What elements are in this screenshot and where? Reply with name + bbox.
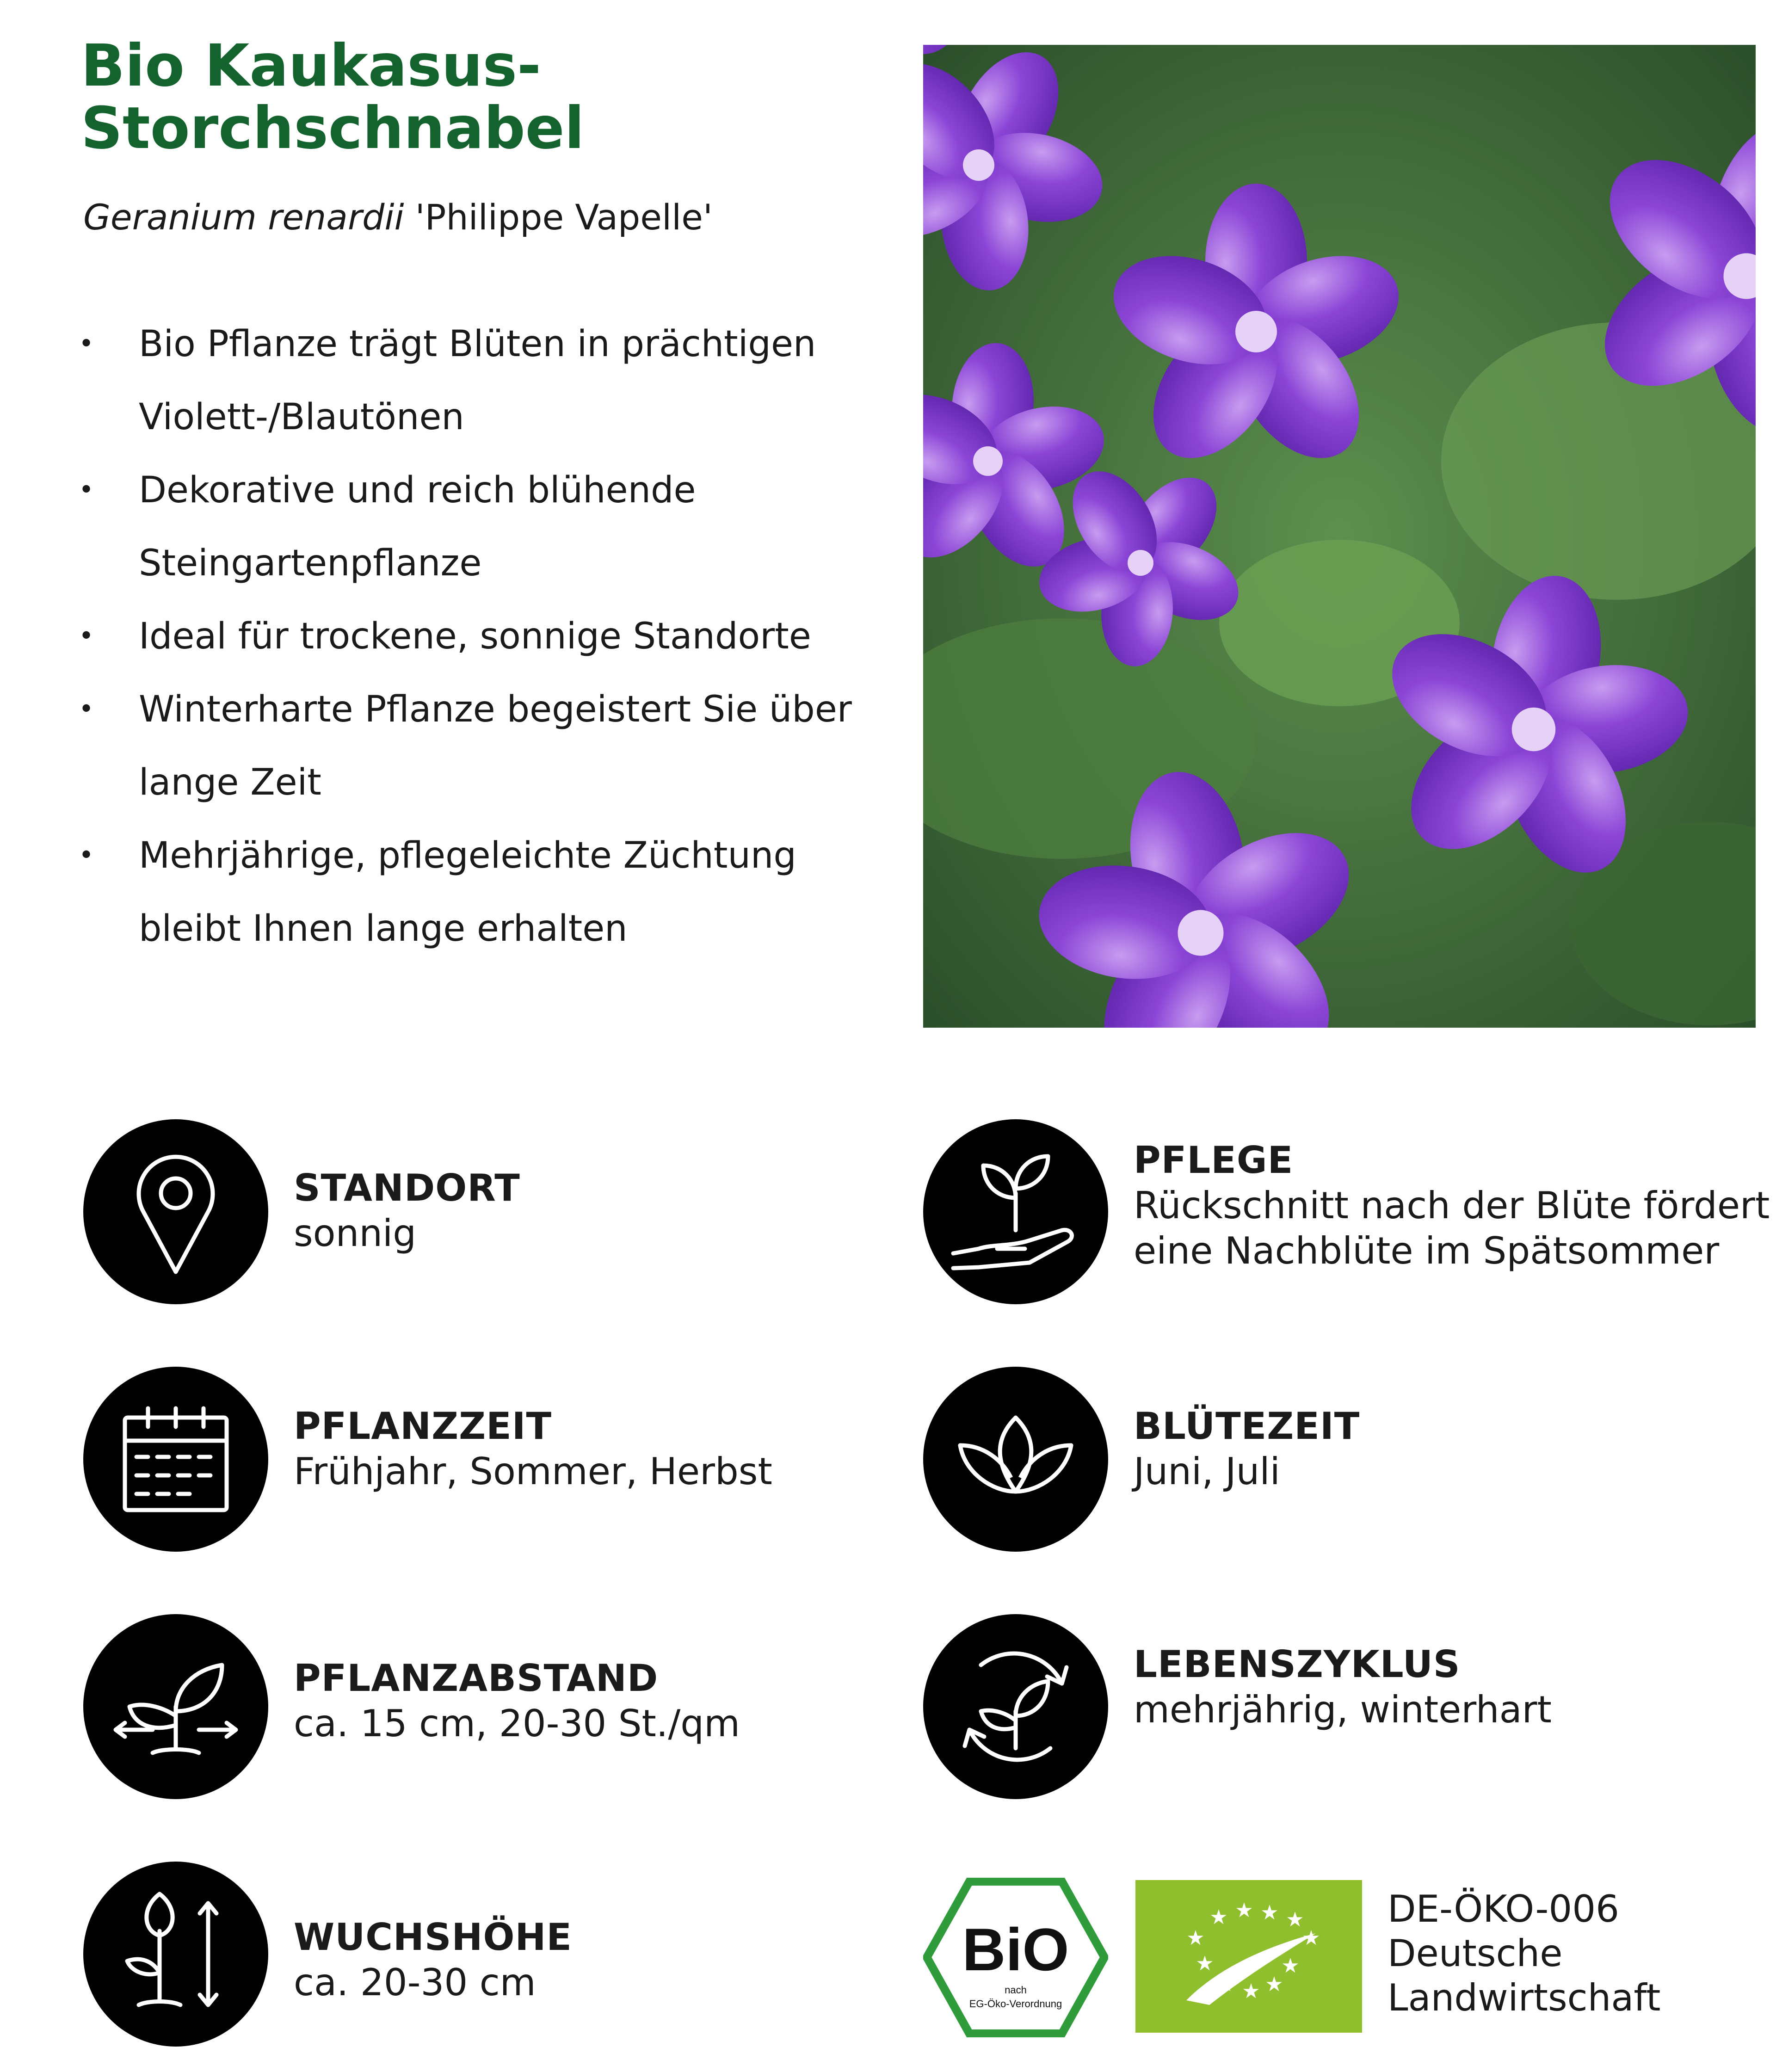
attribute-standort xyxy=(83,1119,916,1304)
attribute-pflege xyxy=(923,1119,1770,1304)
product-title xyxy=(81,32,867,162)
attribute-wuchshoehe xyxy=(83,1862,916,2047)
attribute-label: STANDORT xyxy=(294,1166,520,1209)
product-title-line1: Bio Kaukasus- xyxy=(81,32,541,99)
attribute-value: Juni, Juli xyxy=(1134,1450,1280,1493)
bio-seal-text: BiO xyxy=(962,1916,1069,1983)
attribute-label: WUCHSHÖHE xyxy=(294,1916,573,1959)
plant-cycle-icon xyxy=(923,1614,1108,1799)
product-photo xyxy=(923,45,1756,1028)
latin-name xyxy=(83,194,713,240)
svg-text:★: ★ xyxy=(1209,1906,1228,1929)
svg-text:★: ★ xyxy=(1281,1954,1300,1978)
attribute-label: PFLANZABSTAND xyxy=(294,1657,659,1700)
certification-code: DE-ÖKO-006 xyxy=(1388,1887,1620,1930)
svg-text:★: ★ xyxy=(1242,1980,1260,2003)
svg-text:★: ★ xyxy=(1186,1926,1205,1950)
svg-text:★: ★ xyxy=(1286,1908,1304,1931)
latin-cultivar: 'Philippe Vapelle' xyxy=(404,197,713,238)
attribute-bluetezeit xyxy=(923,1367,1756,1552)
attribute-pflanzabstand xyxy=(83,1614,916,1799)
attribute-pflanzzeit xyxy=(83,1367,916,1552)
feature-item: • Ideal für trockene, sonnige Standorte xyxy=(79,600,902,673)
svg-text:★: ★ xyxy=(1265,1973,1283,1996)
plant-spacing-icon xyxy=(83,1614,268,1799)
product-title-line2: Storchschnabel xyxy=(81,95,585,162)
feature-item: • Bio Pflanze trägt Blüten in prächtigen Violett-/Blautönen xyxy=(79,308,902,454)
svg-text:★: ★ xyxy=(1235,1899,1253,1922)
svg-text:★: ★ xyxy=(1196,1952,1214,1975)
bio-seal-logo xyxy=(923,1878,1108,2037)
attribute-label: BLÜTEZEIT xyxy=(1134,1405,1360,1448)
lotus-flower-icon xyxy=(923,1367,1108,1552)
certification-origin-line1: Deutsche xyxy=(1388,1932,1563,1975)
certification-origin-line2: Landwirtschaft xyxy=(1388,1976,1661,2019)
attribute-label: LEBENSZYKLUS xyxy=(1134,1643,1461,1686)
bio-seal-sub1: nach xyxy=(1005,1984,1027,1996)
location-pin-icon xyxy=(83,1119,268,1304)
attribute-value: mehrjährig, winterhart xyxy=(1134,1688,1552,1731)
geranium-flowers-image xyxy=(923,45,1756,1028)
latin-species: Geranium renardii xyxy=(83,197,404,238)
attribute-value: sonnig xyxy=(294,1212,417,1255)
attribute-label: PFLEGE xyxy=(1134,1139,1294,1182)
attribute-value: ca. 20-30 cm xyxy=(294,1961,536,2004)
organic-certification xyxy=(1388,1887,1661,2020)
feature-item: • Dekorative und reich blühende Steingartenpflanze xyxy=(79,454,902,600)
plant-height-icon xyxy=(83,1862,268,2047)
eu-organic-leaf-logo xyxy=(1135,1880,1362,2033)
feature-item: • Mehrjährige, pflegeleichte Züchtung bleibt Ihnen lange erhalten xyxy=(79,819,902,965)
plant-in-hand-icon xyxy=(923,1119,1108,1304)
feature-list xyxy=(79,308,902,965)
attribute-label: PFLANZZEIT xyxy=(294,1405,552,1448)
bio-seal-sub2: EG-Öko-Verordnung xyxy=(969,1998,1062,2010)
attribute-lebenszyklus xyxy=(923,1614,1756,1799)
svg-text:★: ★ xyxy=(1302,1926,1320,1950)
feature-item: • Winterharte Pflanze begeistert Sie über lange Zeit xyxy=(79,673,902,819)
calendar-icon xyxy=(83,1367,268,1552)
attribute-value: ca. 15 cm, 20-30 St./qm xyxy=(294,1702,740,1745)
attribute-value: Frühjahr, Sommer, Herbst xyxy=(294,1450,772,1493)
svg-text:★: ★ xyxy=(1260,1901,1279,1924)
attribute-value: Rückschnitt nach der Blüte fördert eine Nachblüte im Spätsommer xyxy=(1134,1184,1770,1272)
